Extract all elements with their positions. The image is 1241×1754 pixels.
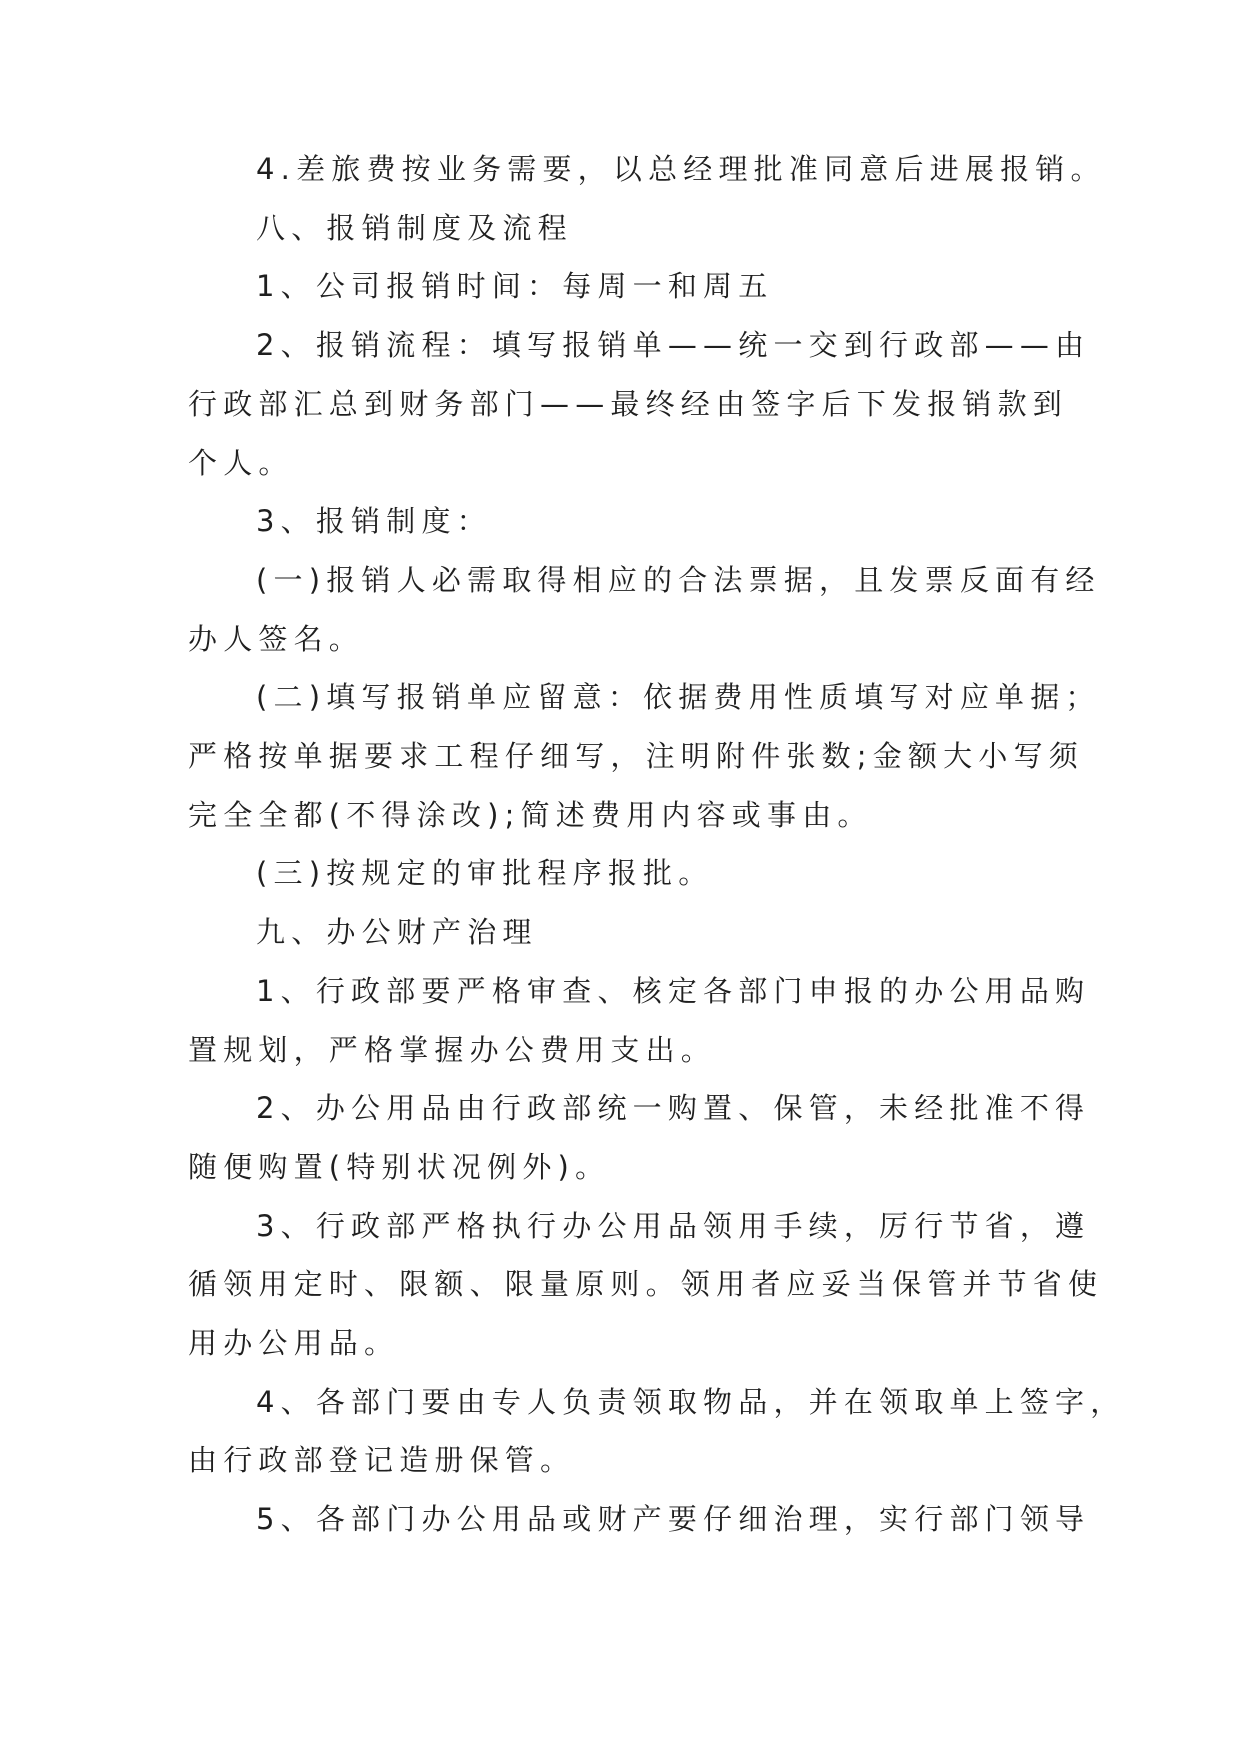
paragraph-line: 办人签名。: [188, 622, 365, 656]
paragraph-line: 完全全都(不得涂改);简述费用内容或事由。: [188, 798, 873, 832]
section-heading: 八、报销制度及流程: [256, 211, 573, 245]
paragraph-line: 个人。: [188, 446, 294, 480]
paragraph-line: 2、办公用品由行政部统一购置、保管，未经批准不得: [256, 1091, 1091, 1125]
paragraph-line: 由行政部登记造册保管。: [188, 1443, 576, 1477]
paragraph-line: 1、公司报销时间：每周一和周五: [256, 269, 774, 303]
paragraph-line: 严格按单据要求工程仔细写，注明附件张数;金额大小写须: [188, 739, 1084, 773]
section-heading: 九、办公财产治理: [256, 915, 538, 949]
paragraph-line: 4、各部门要由专人负责领取物品，并在领取单上签字，: [256, 1385, 1126, 1419]
paragraph-line: 行政部汇总到财务部门——最终经由签字后下发报销款到: [188, 387, 1069, 421]
paragraph-line: 3、报销制度：: [256, 504, 492, 538]
paragraph-line: 4.差旅费按业务需要，以总经理批准同意后进展报销。: [256, 152, 1106, 186]
paragraph-line: 循领用定时、限额、限量原则。领用者应妥当保管并节省使: [188, 1267, 1104, 1301]
paragraph-line: (二)填写报销单应留意：依据费用性质填写对应单据；: [256, 680, 1101, 714]
paragraph-line: 5、各部门办公用品或财产要仔细治理，实行部门领导: [256, 1502, 1091, 1536]
paragraph-line: 随便购置(特别状况例外)。: [188, 1150, 611, 1184]
paragraph-line: 2、报销流程：填写报销单——统一交到行政部——由: [256, 328, 1091, 362]
paragraph-line: (三)按规定的审批程序报批。: [256, 856, 714, 890]
paragraph-line: 3、行政部严格执行办公用品领用手续，厉行节省，遵: [256, 1209, 1091, 1243]
paragraph-line: (一)报销人必需取得相应的合法票据，且发票反面有经: [256, 563, 1101, 597]
paragraph-line: 1、行政部要严格审查、核定各部门申报的办公用品购: [256, 974, 1091, 1008]
paragraph-line: 置规划，严格掌握办公费用支出。: [188, 1033, 717, 1067]
paragraph-line: 用办公用品。: [188, 1326, 400, 1360]
